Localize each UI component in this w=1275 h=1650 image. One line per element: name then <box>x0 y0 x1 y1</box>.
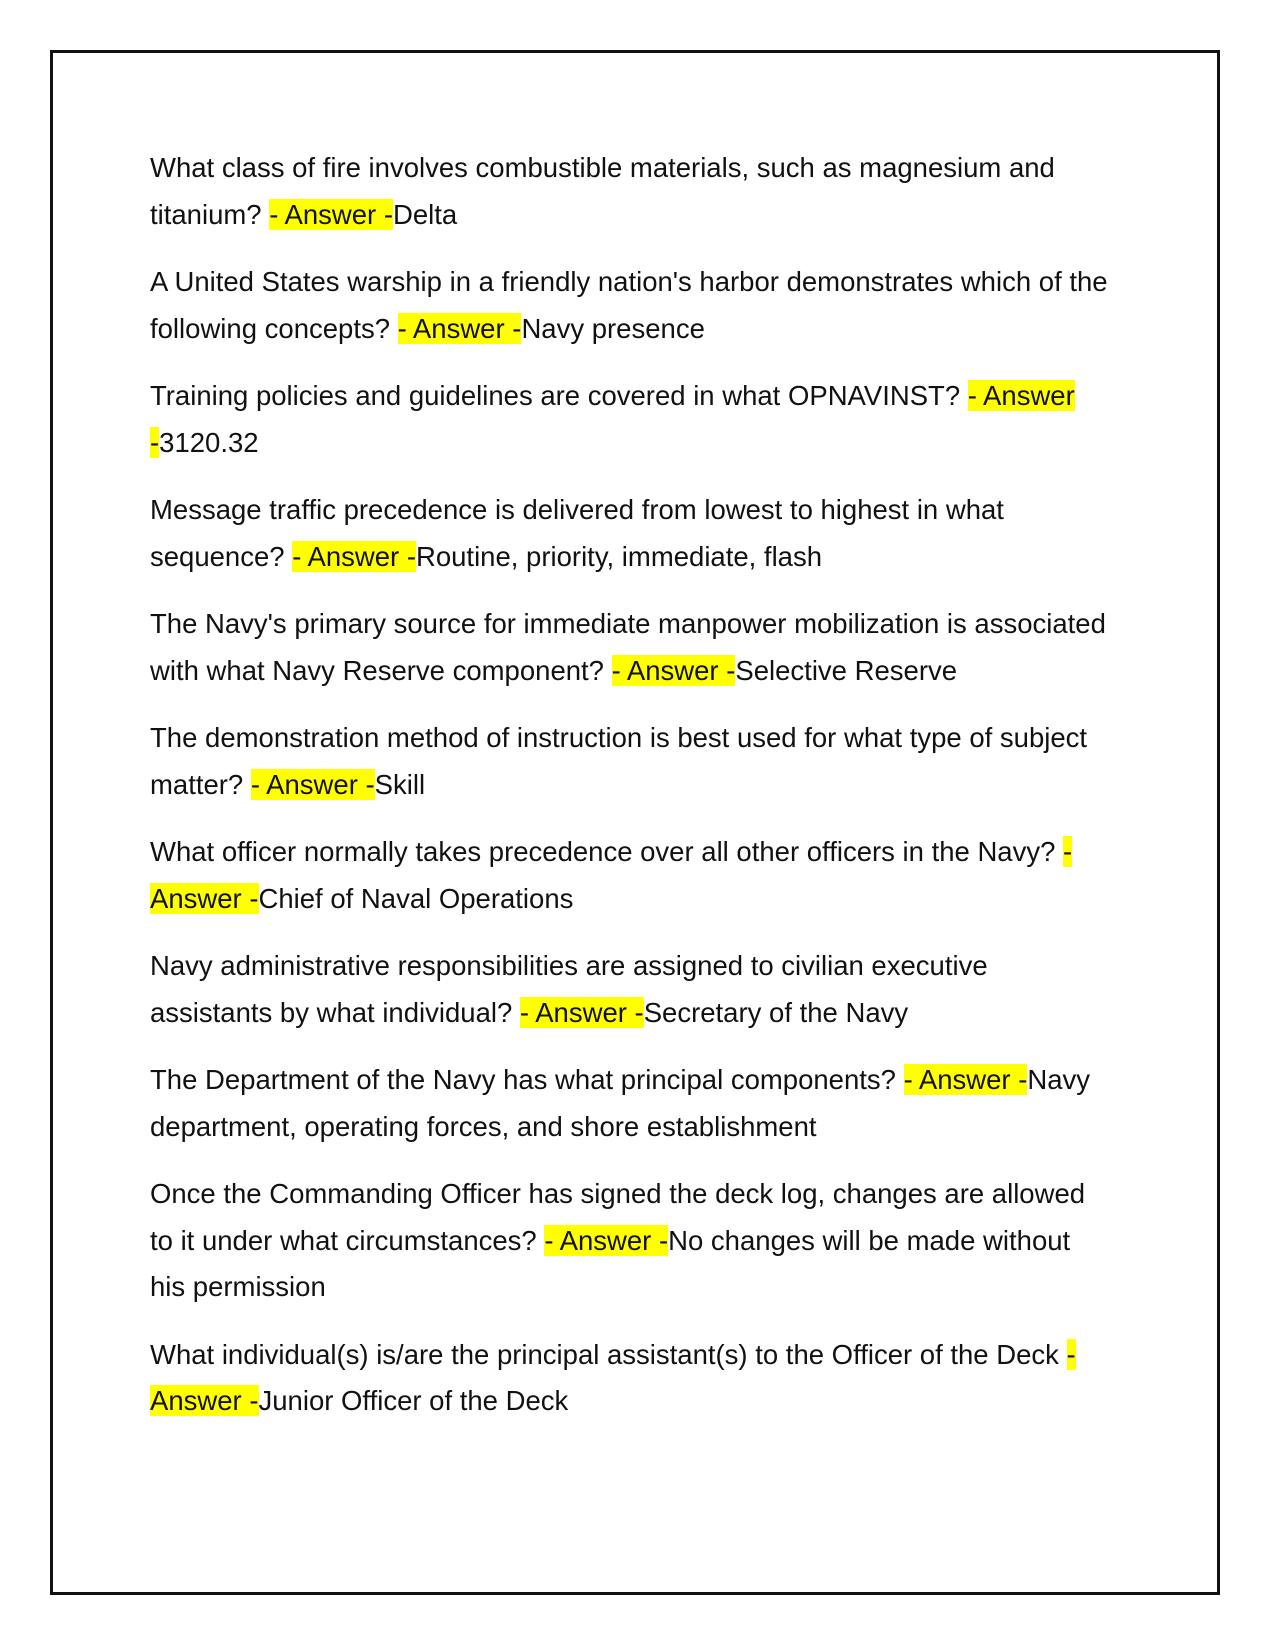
answer-marker: - Answer - <box>544 1224 669 1256</box>
question-text: Navy administrative responsibilities are assigned to civilian executive assistants by what individual? <box>150 950 988 1028</box>
answer-marker: - Answer - <box>397 312 522 344</box>
answer-text: Routine, priority, immediate, flash <box>415 540 823 572</box>
qa-item <box>150 943 1110 1036</box>
question-text: Once the Commanding Officer has signed the deck log, changes are allowed to it under what circumstances? <box>150 1178 1086 1256</box>
answer-text: Junior Officer of the Deck <box>258 1385 569 1416</box>
question-text: Training policies and guidelines are covered in what OPNAVINST? <box>150 380 968 411</box>
answer-marker: - Answer - <box>150 1338 1076 1416</box>
answer-text: No changes will be made without his permission <box>150 1224 1071 1302</box>
answer-text: Selective Reserve <box>735 654 958 686</box>
qa-item <box>150 487 1110 580</box>
qa-item <box>150 1057 1110 1150</box>
question-text: The Navy's primary source for immediate manpower mobilization is associated with what Navy Reserve component? <box>150 608 1106 686</box>
qa-item <box>150 1332 1110 1425</box>
answer-text: 3120.32 <box>159 426 259 458</box>
answer-marker: - Answer - <box>150 836 1073 914</box>
answer-marker: - Answer - <box>150 380 1075 458</box>
answer-text: Skill <box>374 768 426 800</box>
question-text: A United States warship in a friendly nation's harbor demonstrates which of the following concepts? <box>150 266 1108 344</box>
qa-list <box>150 145 1110 1446</box>
qa-item <box>150 601 1110 694</box>
qa-item <box>150 259 1110 352</box>
qa-item <box>150 373 1110 466</box>
answer-text: Navy department, operating forces, and shore establishment <box>150 1064 1091 1142</box>
answer-text: Navy presence <box>521 312 705 344</box>
qa-item <box>150 829 1110 922</box>
question-text: What officer normally takes precedence over all other officers in the Navy? <box>150 836 1064 867</box>
qa-item <box>150 145 1110 238</box>
qa-item <box>150 715 1110 808</box>
answer-text: Delta <box>393 198 458 230</box>
question-text: What individual(s) is/are the principal assistant(s) to the Officer of the Deck <box>150 1338 1067 1370</box>
answer-marker: - Answer - <box>292 540 416 572</box>
question-text: The Department of the Navy has what principal components? <box>150 1064 904 1095</box>
answer-marker: - Answer - <box>903 1064 1028 1095</box>
question-text: The demonstration method of instruction is best used for what type of subject matter? <box>150 722 1088 800</box>
answer-marker: - Answer - <box>519 996 644 1028</box>
answer-marker: - Answer - <box>611 654 736 686</box>
answer-marker: - Answer - <box>269 198 394 230</box>
answer-text: Chief of Naval Operations <box>258 882 574 914</box>
answer-marker: - Answer - <box>250 768 375 800</box>
question-text: Message traffic precedence is delivered from lowest to highest in what sequence? <box>150 494 1004 572</box>
answer-text: Secretary of the Navy <box>643 996 909 1028</box>
qa-item <box>150 1171 1110 1311</box>
question-text: What class of fire involves combustible materials, such as magnesium and titanium? <box>150 152 1055 230</box>
